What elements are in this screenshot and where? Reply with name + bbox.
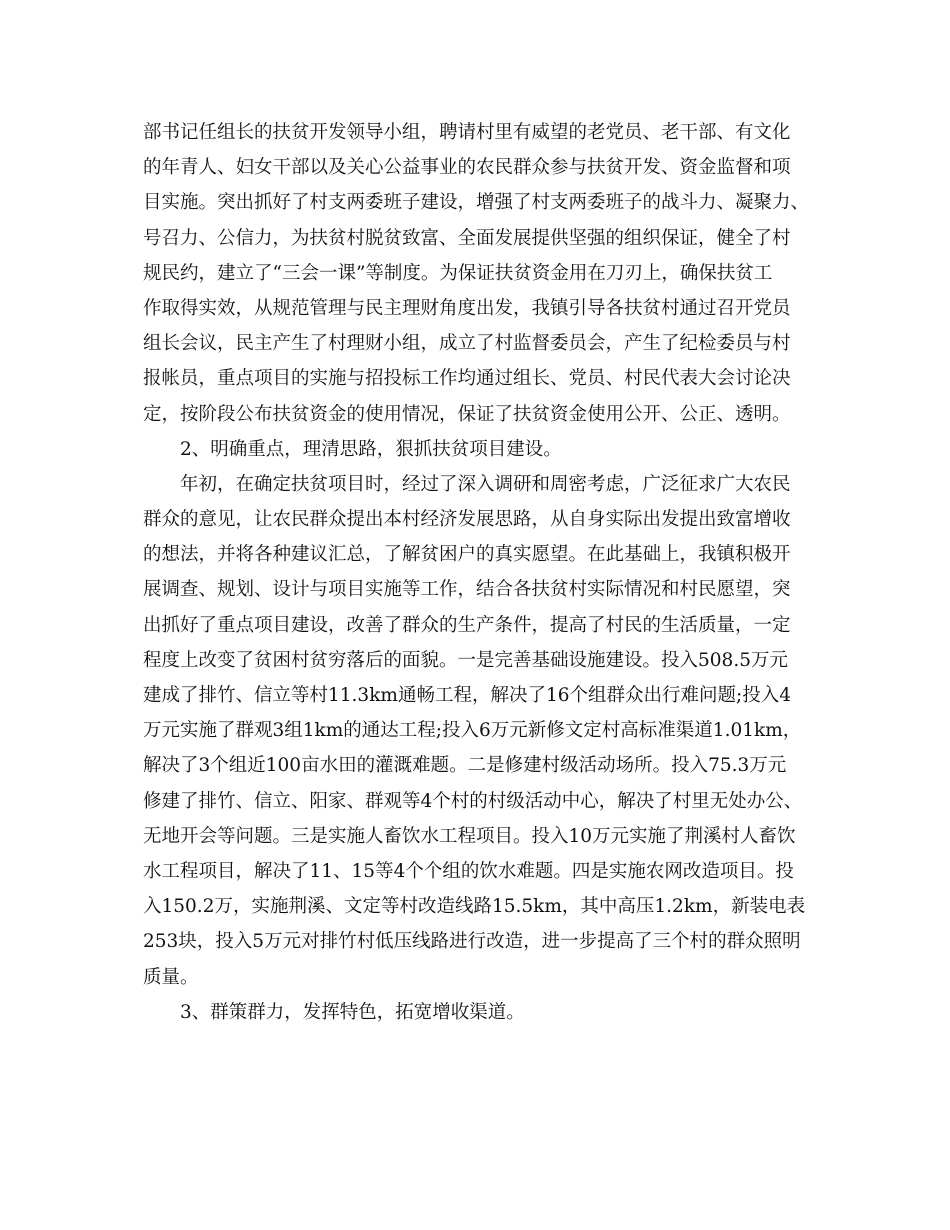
text-line: 报帐员，重点项目的实施与招投标工作均通过组长、党员、村民代表大会讨论决 bbox=[143, 368, 791, 390]
text-line: 253块，投入5万元对排竹村低压线路进行改造，进一步提高了三个村的群众照明 bbox=[143, 931, 801, 953]
text-line: 部书记任组长的扶贫开发领导小组，聘请村里有威望的老党员、老干部、有文化 bbox=[143, 122, 791, 143]
text-line: 解决了3个组近100亩水田的灌溉难题。二是修建村级活动场所。投入75.3万元 bbox=[143, 755, 787, 777]
text-line: 万元实施了群观3组1km的通达工程;投入6万元新修文定村高标准渠道1.01km， bbox=[143, 720, 802, 742]
text-line: 入150.2万，实施荆溪、文定等村改造线路15.5km，其中高压1.2km，新装电表 bbox=[143, 896, 806, 918]
text-line: 的年青人、妇女干部以及关心公益事业的农民群众参与扶贫开发、资金监督和项 bbox=[143, 157, 791, 179]
text-line: 组长会议，民主产生了村理财小组，成立了村监督委员会，产生了纪检委员与村 bbox=[143, 333, 791, 355]
text-line: 号召力、公信力，为扶贫村脱贫致富、全面发展提供坚强的组织保证，健全了村 bbox=[143, 227, 791, 249]
paragraph-first-line: 2、明确重点，理清思路，狠抓扶贫项目建设。 bbox=[180, 438, 562, 460]
text-line: 定，按阶段公布扶贫资金的使用情况，保证了扶贫资金使用公开、公正、透明。 bbox=[143, 403, 791, 425]
text-line: 展调查、规划、设计与项目实施等工作，结合各扶贫村实际情况和村民愿望，突 bbox=[143, 579, 791, 601]
text-line: 无地开会等问题。三是实施人畜饮水工程项目。投入10万元实施了荆溪村人畜饮 bbox=[143, 825, 796, 847]
paragraph-first-line: 3、群策群力，发挥特色，拓宽增收渠道。 bbox=[180, 1001, 525, 1023]
text-line: 修建了排竹、信立、阳家、群观等4个村的村级活动中心，解决了村里无处办公、 bbox=[143, 790, 803, 812]
text-line: 质量。 bbox=[143, 966, 199, 988]
text-line: 出抓好了重点项目建设，改善了群众的生产条件，提高了村民的生活质量，一定 bbox=[143, 614, 791, 636]
text-line: 规民约，建立了“三会一课”等制度。为保证扶贫资金用在刀刃上，确保扶贫工 bbox=[143, 262, 773, 284]
text-line: 群众的意见，让农民群众提出本村经济发展思路，从自身实际出发提出致富增收 bbox=[143, 509, 791, 531]
text-line: 作取得实效，从规范管理与民主理财角度出发，我镇引导各扶贫村通过召开党员 bbox=[143, 297, 791, 319]
body-text bbox=[143, 115, 823, 1030]
text-line: 的想法，并将各种建议汇总，了解贫困户的真实愿望。在此基础上，我镇积极开 bbox=[143, 544, 791, 566]
text-line: 目实施。突出抓好了村支两委班子建设，增强了村支两委班子的战斗力、凝聚力、 bbox=[143, 192, 810, 214]
text-line: 水工程项目，解决了11、15等4个个组的饮水难题。四是实施农网改造项目。投 bbox=[143, 860, 794, 882]
text-line: 程度上改变了贫困村贫穷落后的面貌。一是完善基础设施建设。投入508.5万元 bbox=[143, 649, 788, 671]
paragraph-first-line: 年初，在确定扶贫项目时，经过了深入调研和周密考虑，广泛征求广大农民 bbox=[180, 473, 791, 495]
text-line: 建成了排竹、信立等村11.3km通畅工程，解决了16个组群众出行难问题;投入4 bbox=[143, 685, 791, 706]
